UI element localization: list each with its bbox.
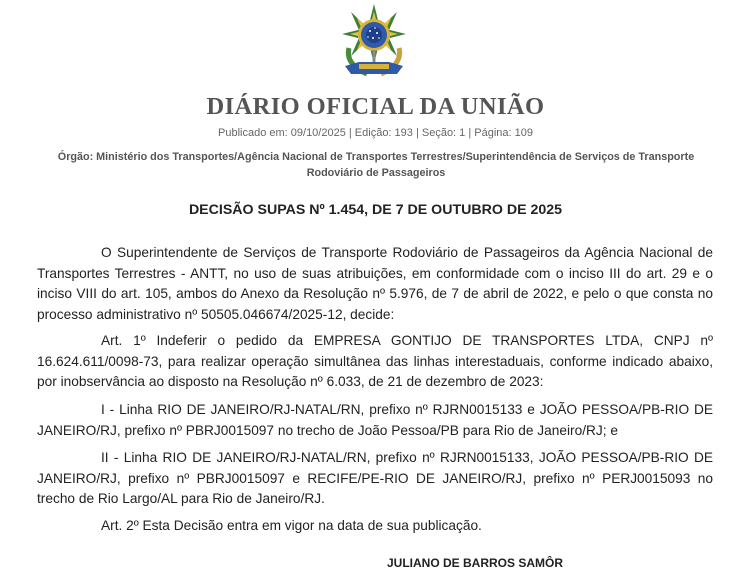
- paragraph-item-i: I - Linha RIO DE JANEIRO/RJ-NATAL/RN, prefixo nº RJRN0015133 e JOÃO PESSOA/PB-RIO DE JANEIRO/RJ, prefixo nº PBRJ0015097 no trecho de João Pessoa/PB para Rio de Janeiro/RJ; e: [37, 402, 713, 438]
- paragraph-item-ii: II - Linha RIO DE JANEIRO/RJ-NATAL/RN, prefixo nº RJRN0015133, JOÃO PESSOA/PB-RIO DE JANEIRO/RJ, prefixo nº PBRJ0015097 e RECIFE/PE-RIO DE JANEIRO/RJ, prefixo nº PERJ0015093 no trecho de Rio Largo/AL para Rio de Janeiro/RJ.: [37, 450, 713, 507]
- paragraph-preamble: O Superintendente de Serviços de Transporte Rodoviário de Passageiros da Agência Nacional de Transportes Terrestres - ANTT, no uso de suas atribuições, em conformidade com o inciso III do art. 29 e o inciso VIII do art. 105, ambos do Anexo da Resolução nº 5.976, de 7 de abril de 2022, e pelo o que consta no processo administrativo nº 50505.046674/2025-12, decide:: [37, 245, 713, 322]
- decision-title: DECISÃO SUPAS Nº 1.454, DE 7 DE OUTUBRO DE 2025: [188, 202, 563, 218]
- issuing-body: Órgão: Ministério dos Transportes/Agência Nacional de Transportes Terrestres/Superintendência de Serviços de Transporte Rodoviário de Passageiros: [57, 151, 695, 179]
- paragraph-article-1: Art. 1º Indeferir o pedido da EMPRESA GONTIJO DE TRANSPORTES LTDA, CNPJ nº 16.624.611/0098-73, para realizar operação simultânea das linhas interestaduais, conforme indicado abaixo, por inobservância ao disposto na Resolução nº 6.033, de 21 de dezembro de 2023:: [37, 333, 713, 390]
- paragraph-article-2: Art. 2º Esta Decisão entra em vigor na data de sua publicação.: [101, 518, 482, 533]
- signatory-name: JULIANO DE BARROS SAMÔR: [387, 556, 564, 570]
- publication-info: Publicado em: 09/10/2025 | Edição: 193 | Seção: 1 | Página: 109: [218, 127, 533, 139]
- brazil-coat-of-arms-icon: [337, 4, 411, 80]
- publication-masthead: DIÁRIO OFICIAL DA UNIÃO: [206, 93, 545, 120]
